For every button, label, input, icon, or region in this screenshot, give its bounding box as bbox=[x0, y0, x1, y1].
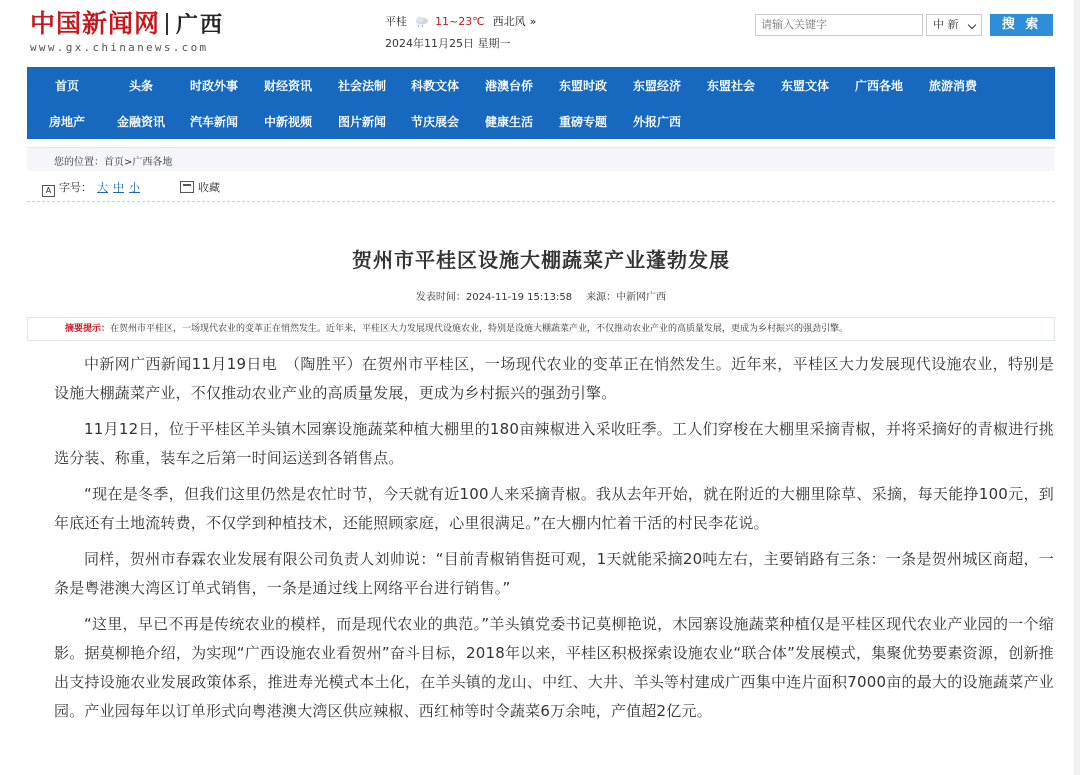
font-size-control bbox=[42, 179, 140, 197]
search-button[interactable]: 搜 索 bbox=[990, 14, 1053, 36]
nav-item[interactable]: 头条 bbox=[129, 79, 154, 93]
search-scope-select[interactable] bbox=[926, 14, 982, 36]
favorite-button[interactable] bbox=[180, 179, 220, 195]
favorite-label: 收藏 bbox=[198, 181, 220, 194]
search-scope-value: 中 新 bbox=[933, 18, 959, 31]
article-title: 贺州市平桂区设施大棚蔬菜产业蓬勃发展 bbox=[352, 248, 730, 272]
nav-item[interactable]: 汽车新闻 bbox=[190, 115, 239, 129]
nav-item[interactable]: 首页 bbox=[55, 79, 80, 93]
summary-label: 摘要提示： bbox=[65, 324, 111, 334]
nav-row-2 bbox=[27, 103, 1055, 139]
logo-divider bbox=[166, 13, 168, 35]
article-body bbox=[54, 350, 1054, 733]
breadcrumb bbox=[27, 147, 1055, 171]
nav-item[interactable]: 旅游消费 bbox=[929, 79, 978, 93]
weather-more-link[interactable]: » bbox=[529, 15, 537, 28]
page-scrollbar[interactable] bbox=[1074, 0, 1080, 775]
weather-temperature: 11~23℃ bbox=[435, 15, 485, 28]
nav-item[interactable]: 时政外事 bbox=[190, 79, 239, 93]
main-nav bbox=[27, 67, 1055, 139]
article-toolbar bbox=[27, 172, 1055, 202]
logo-url: www.gx.chinanews.com bbox=[30, 41, 209, 54]
bookmark-icon bbox=[180, 181, 194, 193]
site-logo[interactable] bbox=[30, 8, 224, 54]
nav-item[interactable]: 图片新闻 bbox=[338, 115, 387, 129]
summary-text: 在贺州市平桂区，一场现代农业的变革正在悄然发生。近年来，平桂区大力发展现代设施农业，特别是设施大棚蔬菜产业，不仅推动农业产业的高质量发展，更成为乡村振兴的强劲引擎。 bbox=[110, 324, 849, 334]
article-meta bbox=[27, 288, 1055, 303]
nav-row-1 bbox=[27, 67, 1055, 103]
nav-item[interactable]: 东盟文体 bbox=[781, 79, 830, 93]
site-header bbox=[0, 0, 1080, 66]
article bbox=[27, 202, 1055, 775]
article-paragraph: 中新网广西新闻11月19日电 （陶胜平）在贺州市平桂区，一场现代农业的变革正在悄然发生。近年来，平桂区大力发展现代设施农业，特别是设施大棚蔬菜产业，不仅推动农业产业的高质量发展，更成为乡村振兴的强劲引擎。 bbox=[54, 355, 1054, 402]
cloudy-weather-icon bbox=[413, 14, 431, 28]
article-paragraph: “这里，早已不再是传统农业的模样，而是现代农业的典范。”羊头镇党委书记莫柳艳说，木园寨设施蔬菜种植仅是平桂区现代农业产业园的一个缩影。据莫柳艳介绍，为实现“广西设施农业看贺州”奋斗目标，2018年以来，平桂区积极探索设施农业“联合体”发展模式，集聚优势要素资源，创新推出支持设施农业发展政策体系，推进寿光模式本土化，在羊头镇的龙山、中红、大井、羊头等村建成广西集中连片面积7000亩的最大的设施蔬菜产业园。产业园每年以订单形式向粤港澳大湾区供应辣椒、西红柿等时令蔬菜6万余吨，产值超2亿元。 bbox=[54, 615, 1054, 720]
article-paragraph: 11月12日，位于平桂区羊头镇木园寨设施蔬菜种植大棚里的180亩辣椒进入采收旺季。工人们穿梭在大棚里采摘青椒，并将采摘好的青椒进行挑选分装、称重，装车之后第一时间运送到各销售点。 bbox=[54, 420, 1054, 467]
article-source: 来源：中新网广西 bbox=[586, 292, 667, 303]
nav-item[interactable]: 中新视频 bbox=[264, 115, 313, 129]
nav-item[interactable]: 健康生活 bbox=[485, 115, 534, 129]
nav-item[interactable]: 广西各地 bbox=[855, 79, 904, 93]
current-date: 2024年11月25日 星期一 bbox=[385, 37, 511, 50]
weather-wind: 西北风 bbox=[492, 15, 526, 28]
publish-time: 发表时间：2024-11-19 15:13:58 bbox=[415, 292, 573, 303]
font-medium-link[interactable]: 中 bbox=[113, 181, 124, 194]
font-size-label: 字号： bbox=[59, 181, 92, 194]
nav-item[interactable]: 东盟时政 bbox=[559, 79, 608, 93]
nav-item[interactable]: 房地产 bbox=[49, 115, 86, 129]
nav-item[interactable]: 科教文体 bbox=[411, 79, 460, 93]
article-paragraph: “现在是冬季，但我们这里仍然是农忙时节，今天就有近100人来采摘青椒。我从去年开始，就在附近的大棚里除草、采摘，每天能挣100元，到年底还有土地流转费，不仅学到种植技术，还能照顾家庭，心里很满足。”在大棚内忙着干活的村民李花说。 bbox=[54, 485, 1054, 532]
search-input[interactable] bbox=[755, 14, 923, 36]
article-summary bbox=[27, 317, 1055, 341]
nav-item[interactable]: 港澳台侨 bbox=[485, 79, 534, 93]
nav-item[interactable]: 社会法制 bbox=[338, 79, 387, 93]
weather-widget bbox=[385, 14, 536, 52]
nav-item[interactable]: 金融资讯 bbox=[117, 115, 166, 129]
nav-item[interactable]: 东盟经济 bbox=[633, 79, 682, 93]
weather-city: 平桂 bbox=[385, 15, 407, 28]
font-size-icon: A bbox=[42, 185, 55, 197]
nav-item[interactable]: 外报广西 bbox=[633, 115, 682, 129]
font-small-link[interactable]: 小 bbox=[129, 181, 140, 194]
article-paragraph: 同样，贺州市春霖农业发展有限公司负责人刘帅说：“目前青椒销售挺可观，1天就能采摘20吨左右，主要销路有三条：一条是贺州城区商超，一条是粤港澳大湾区订单式销售，一条是通过线上网络平台进行销售。” bbox=[54, 550, 1054, 597]
font-large-link[interactable]: 大 bbox=[97, 181, 108, 194]
logo-chinanews: 中国新闻网 bbox=[30, 9, 161, 38]
nav-item[interactable]: 节庆展会 bbox=[411, 115, 460, 129]
breadcrumb-text[interactable]: 您的位置：首页>广西各地 bbox=[54, 157, 173, 168]
nav-item[interactable]: 财经资讯 bbox=[264, 79, 313, 93]
logo-region: 广西 bbox=[176, 13, 225, 38]
nav-item[interactable]: 重磅专题 bbox=[559, 115, 608, 129]
chevron-down-icon bbox=[968, 21, 976, 29]
nav-item[interactable]: 东盟社会 bbox=[707, 79, 756, 93]
